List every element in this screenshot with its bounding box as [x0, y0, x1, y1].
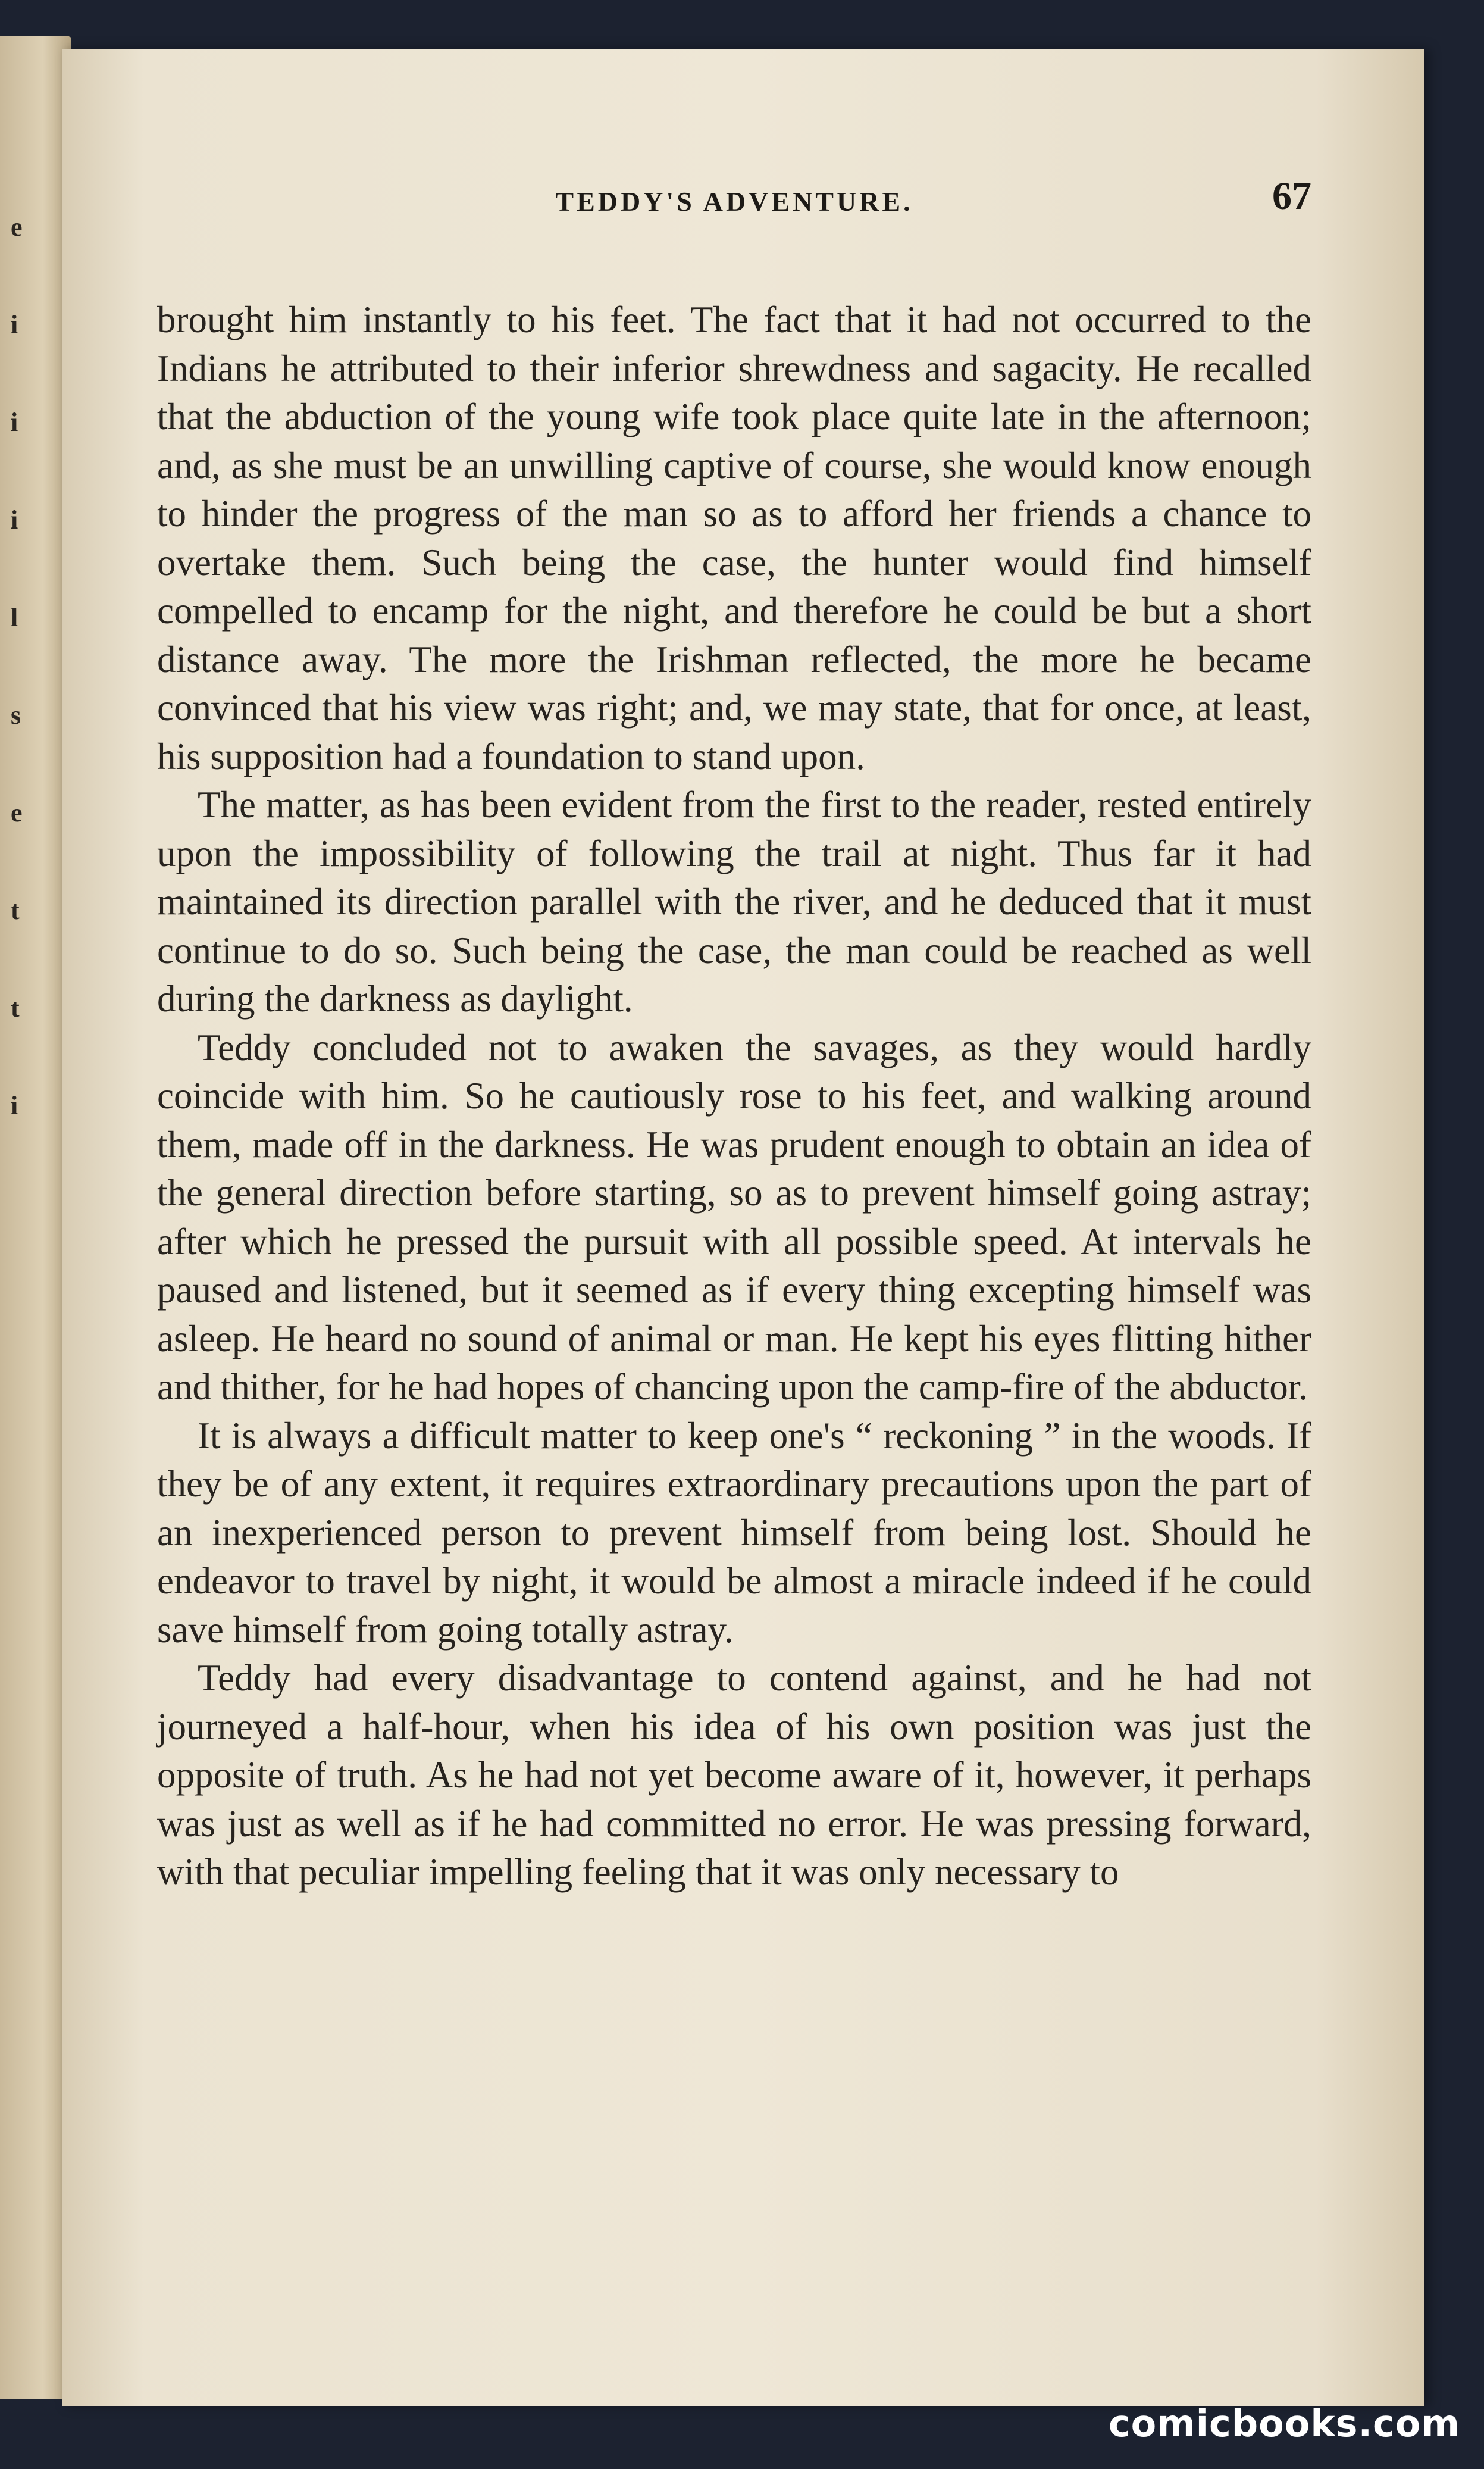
- page-header: [157, 168, 1311, 239]
- page-body-text: [157, 296, 1311, 1897]
- paragraph-5: Teddy had every disadvantage to contend against, and he had not journeyed a half-hour, when his idea of his own position was just the opposite of truth. As he had not yet become aware of it, however, it perhaps was just as well as if he had committed no error. He was pressing forward, with that peculiar impelling feeling that it was only necessary to: [157, 1657, 1311, 1893]
- paragraph-2: The matter, as has been evident from the first to the reader, rested entirely upon the impossibility of following the trail at night. Thus far it had maintained its direction parallel with the river, and he deduced that it must continue to do so. Such being the case, the man could be reached as well during the darkness as daylight.: [157, 784, 1311, 1020]
- gutter-letter: i: [11, 408, 18, 437]
- gutter-letter: e: [11, 212, 23, 242]
- gutter-page-edge-letters: [11, 179, 46, 1155]
- site-watermark: comicbooks.com: [1108, 2402, 1460, 2445]
- book-page: [62, 49, 1424, 2406]
- paragraph-1: brought him instantly to his feet. The fact that it had not occurred to the Indians he attributed to their inferior shrewdness and sagacity. He recalled that the abduction of the young wife took place quite late in the afternoon; and, as she must be an unwilling captive of course, she would know enough to hinder the progress of the man so as to afford her friends a chance to overtake them. Such being the case, the hunter would find himself compelled to encamp for the night, and therefore he could be but a short distance away. The more the Irishman reflected, the more he became convinced that his view was right; and, we may state, that for once, at least, his supposition had a foundation to stand upon.: [157, 299, 1311, 777]
- gutter-letter: s: [11, 701, 21, 730]
- page-number: 67: [1272, 174, 1311, 218]
- paragraph-3: Teddy concluded not to awaken the savages, as they would hardly coincide with him. So he cautiously rose to his feet, and walking around them, made off in the darkness. He was prudent enough to obtain an idea of the general direction before starting, so as to prevent himself going astray; after which he pressed the pursuit with all possible speed. At intervals he paused and listened, but it seemed as if every thing excepting himself was asleep. He heard no sound of animal or man. He kept his eyes flitting hither and thither, for he had hopes of chancing upon the camp-fire of the abductor.: [157, 1026, 1311, 1408]
- gutter-letter: l: [11, 603, 18, 632]
- gutter-letter: t: [11, 896, 20, 925]
- paragraph-4: It is always a difficult matter to keep one's “ reckoning ” in the woods. If they be of any extent, it requires extraordinary precautions upon the part of an inexperienced person to prevent himself from being lost. Should he endeavor to travel by night, it would be almost a miracle indeed if he could save himself from going totally astray.: [157, 1414, 1311, 1651]
- running-title: TEDDY'S ADVENTURE.: [555, 186, 913, 217]
- gutter-letter: i: [11, 310, 18, 339]
- gutter-letter: i: [11, 505, 18, 535]
- gutter-letter: e: [11, 798, 23, 827]
- gutter-letter: i: [11, 1091, 18, 1120]
- gutter-letter: t: [11, 993, 20, 1023]
